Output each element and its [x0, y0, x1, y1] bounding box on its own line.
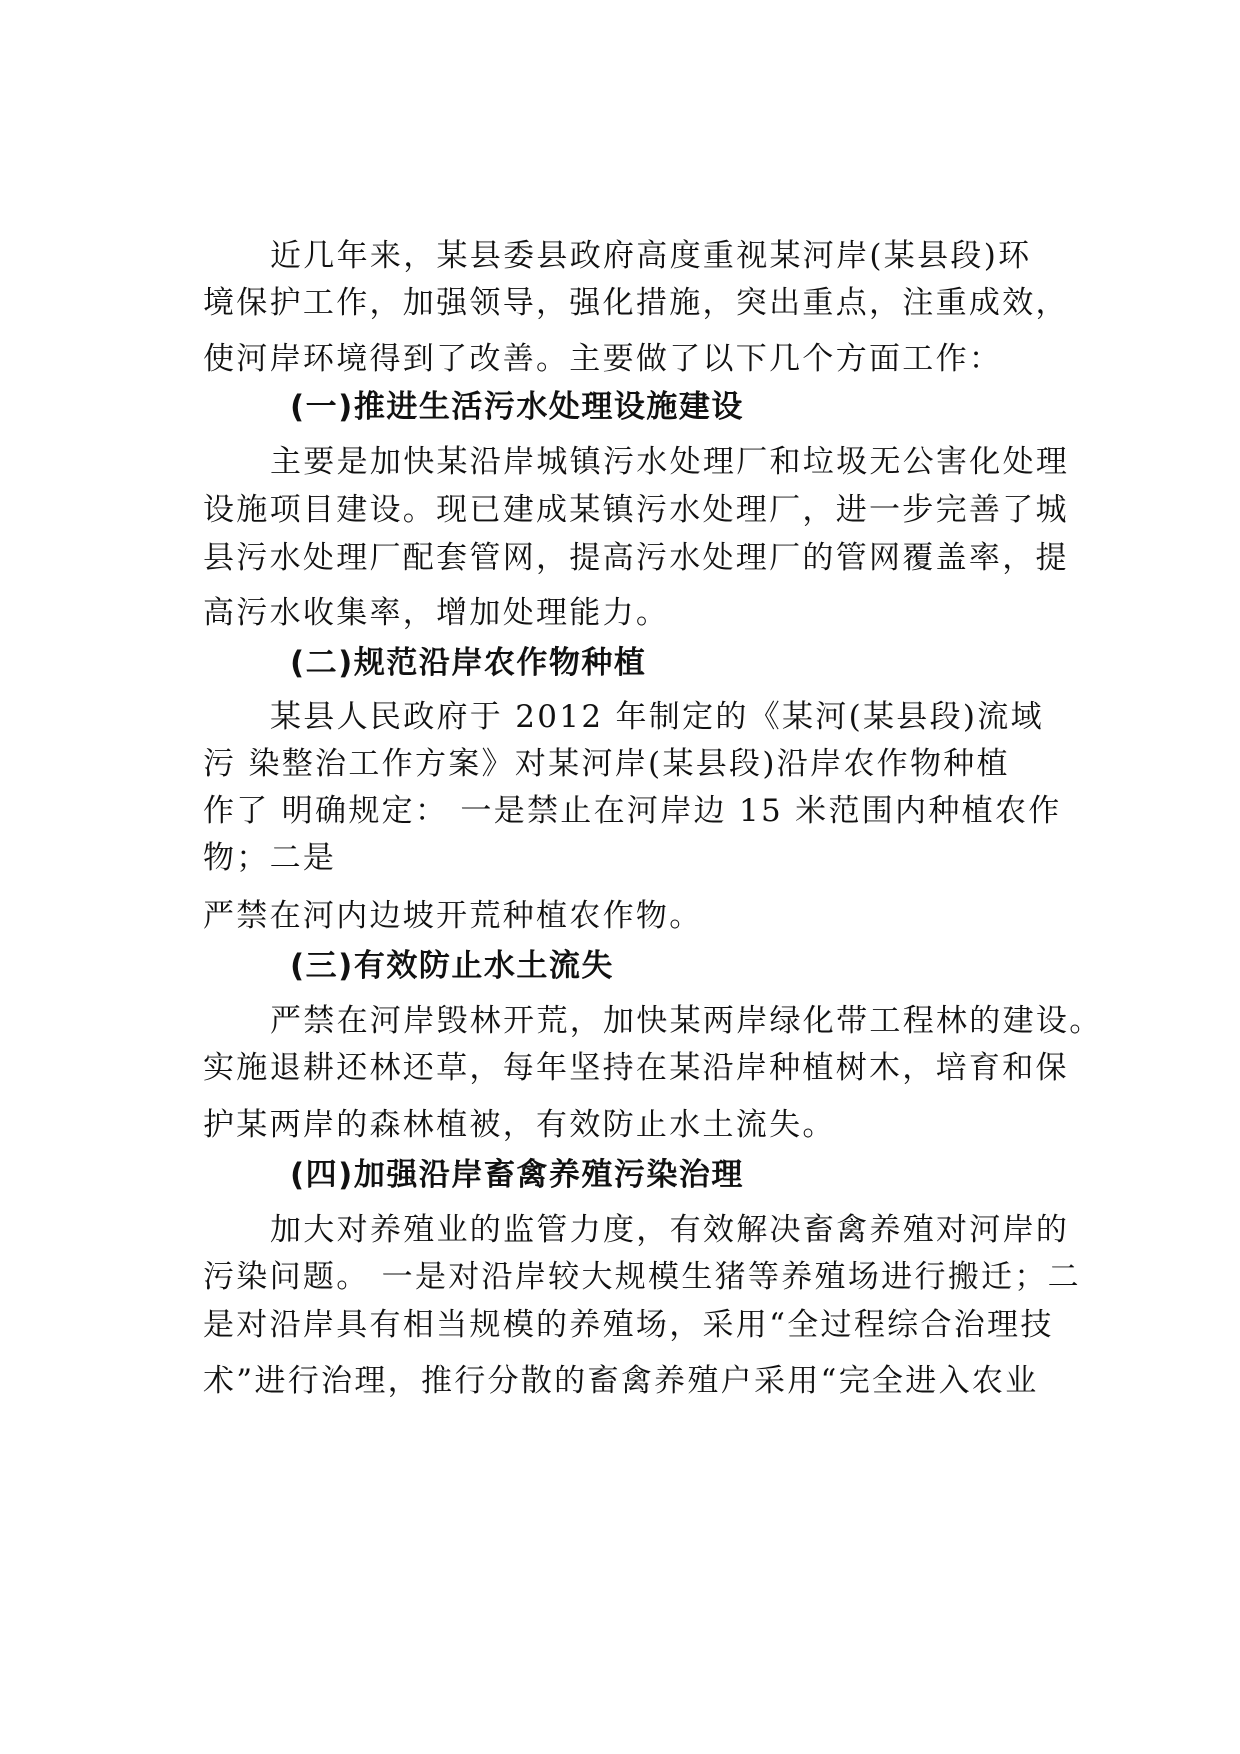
section-heading-3: (三)有效防止水土流失 [290, 948, 614, 984]
section-heading-2: (二)规范沿岸农作物种植 [290, 645, 647, 681]
section-2-line-1: 某县人民政府于 2012 年制定的《某河(某县段)流域 [270, 699, 1044, 735]
section-2-line-3: 作了 明确规定： 一是禁止在河岸边 15 米范围内种植农作 [203, 793, 1062, 829]
intro-line-1: 近几年来，某县委县政府高度重视某河岸(某县段)环 [270, 238, 1032, 274]
section-4-line-4: 术”进行治理，推行分散的畜禽养殖户采用“完全进入农业 [203, 1363, 1039, 1399]
section-4-line-3: 是对沿岸具有相当规模的养殖场，采用“全过程综合治理技 [203, 1307, 1054, 1343]
intro-line-2: 境保护工作，加强领导，强化措施，突出重点，注重成效， [203, 285, 1069, 321]
section-4-line-2: 污染问题。 一是对沿岸较大规模生猪等养殖场进行搬迁；二 [203, 1259, 1081, 1295]
section-heading-1: (一)推进生活污水处理设施建设 [290, 389, 744, 425]
section-2-line-2: 污 染整治工作方案》对某河岸(某县段)沿岸农作物种植 [203, 746, 1010, 782]
section-3-line-3: 护某两岸的森林植被，有效防止水土流失。 [203, 1107, 836, 1143]
section-1-line-2: 设施项目建设。现已建成某镇污水处理厂，进一步完善了城 [203, 492, 1069, 528]
section-4-line-1: 加大对养殖业的监管力度，有效解决畜禽养殖对河岸的 [270, 1212, 1070, 1248]
section-2-line-4: 物；二是 [203, 840, 337, 876]
intro-line-3: 使河岸环境得到了改善。主要做了以下几个方面工作： [203, 341, 1003, 377]
section-2-line-5: 严禁在河内边坡开荒种植农作物。 [203, 898, 703, 934]
section-1-line-1: 主要是加快某沿岸城镇污水处理厂和垃圾无公害化处理 [270, 444, 1070, 480]
section-3-line-1: 严禁在河岸毁林开荒，加快某两岸绿化带工程林的建设。 [270, 1003, 1103, 1039]
section-1-line-4: 高污水收集率，增加处理能力。 [203, 595, 670, 631]
section-1-line-3: 县污水处理厂配套管网，提高污水处理厂的管网覆盖率，提 [203, 540, 1069, 576]
section-heading-4: (四)加强沿岸畜禽养殖污染治理 [290, 1157, 744, 1193]
section-3-line-2: 实施退耕还林还草，每年坚持在某沿岸种植树木，培育和保 [203, 1050, 1069, 1086]
